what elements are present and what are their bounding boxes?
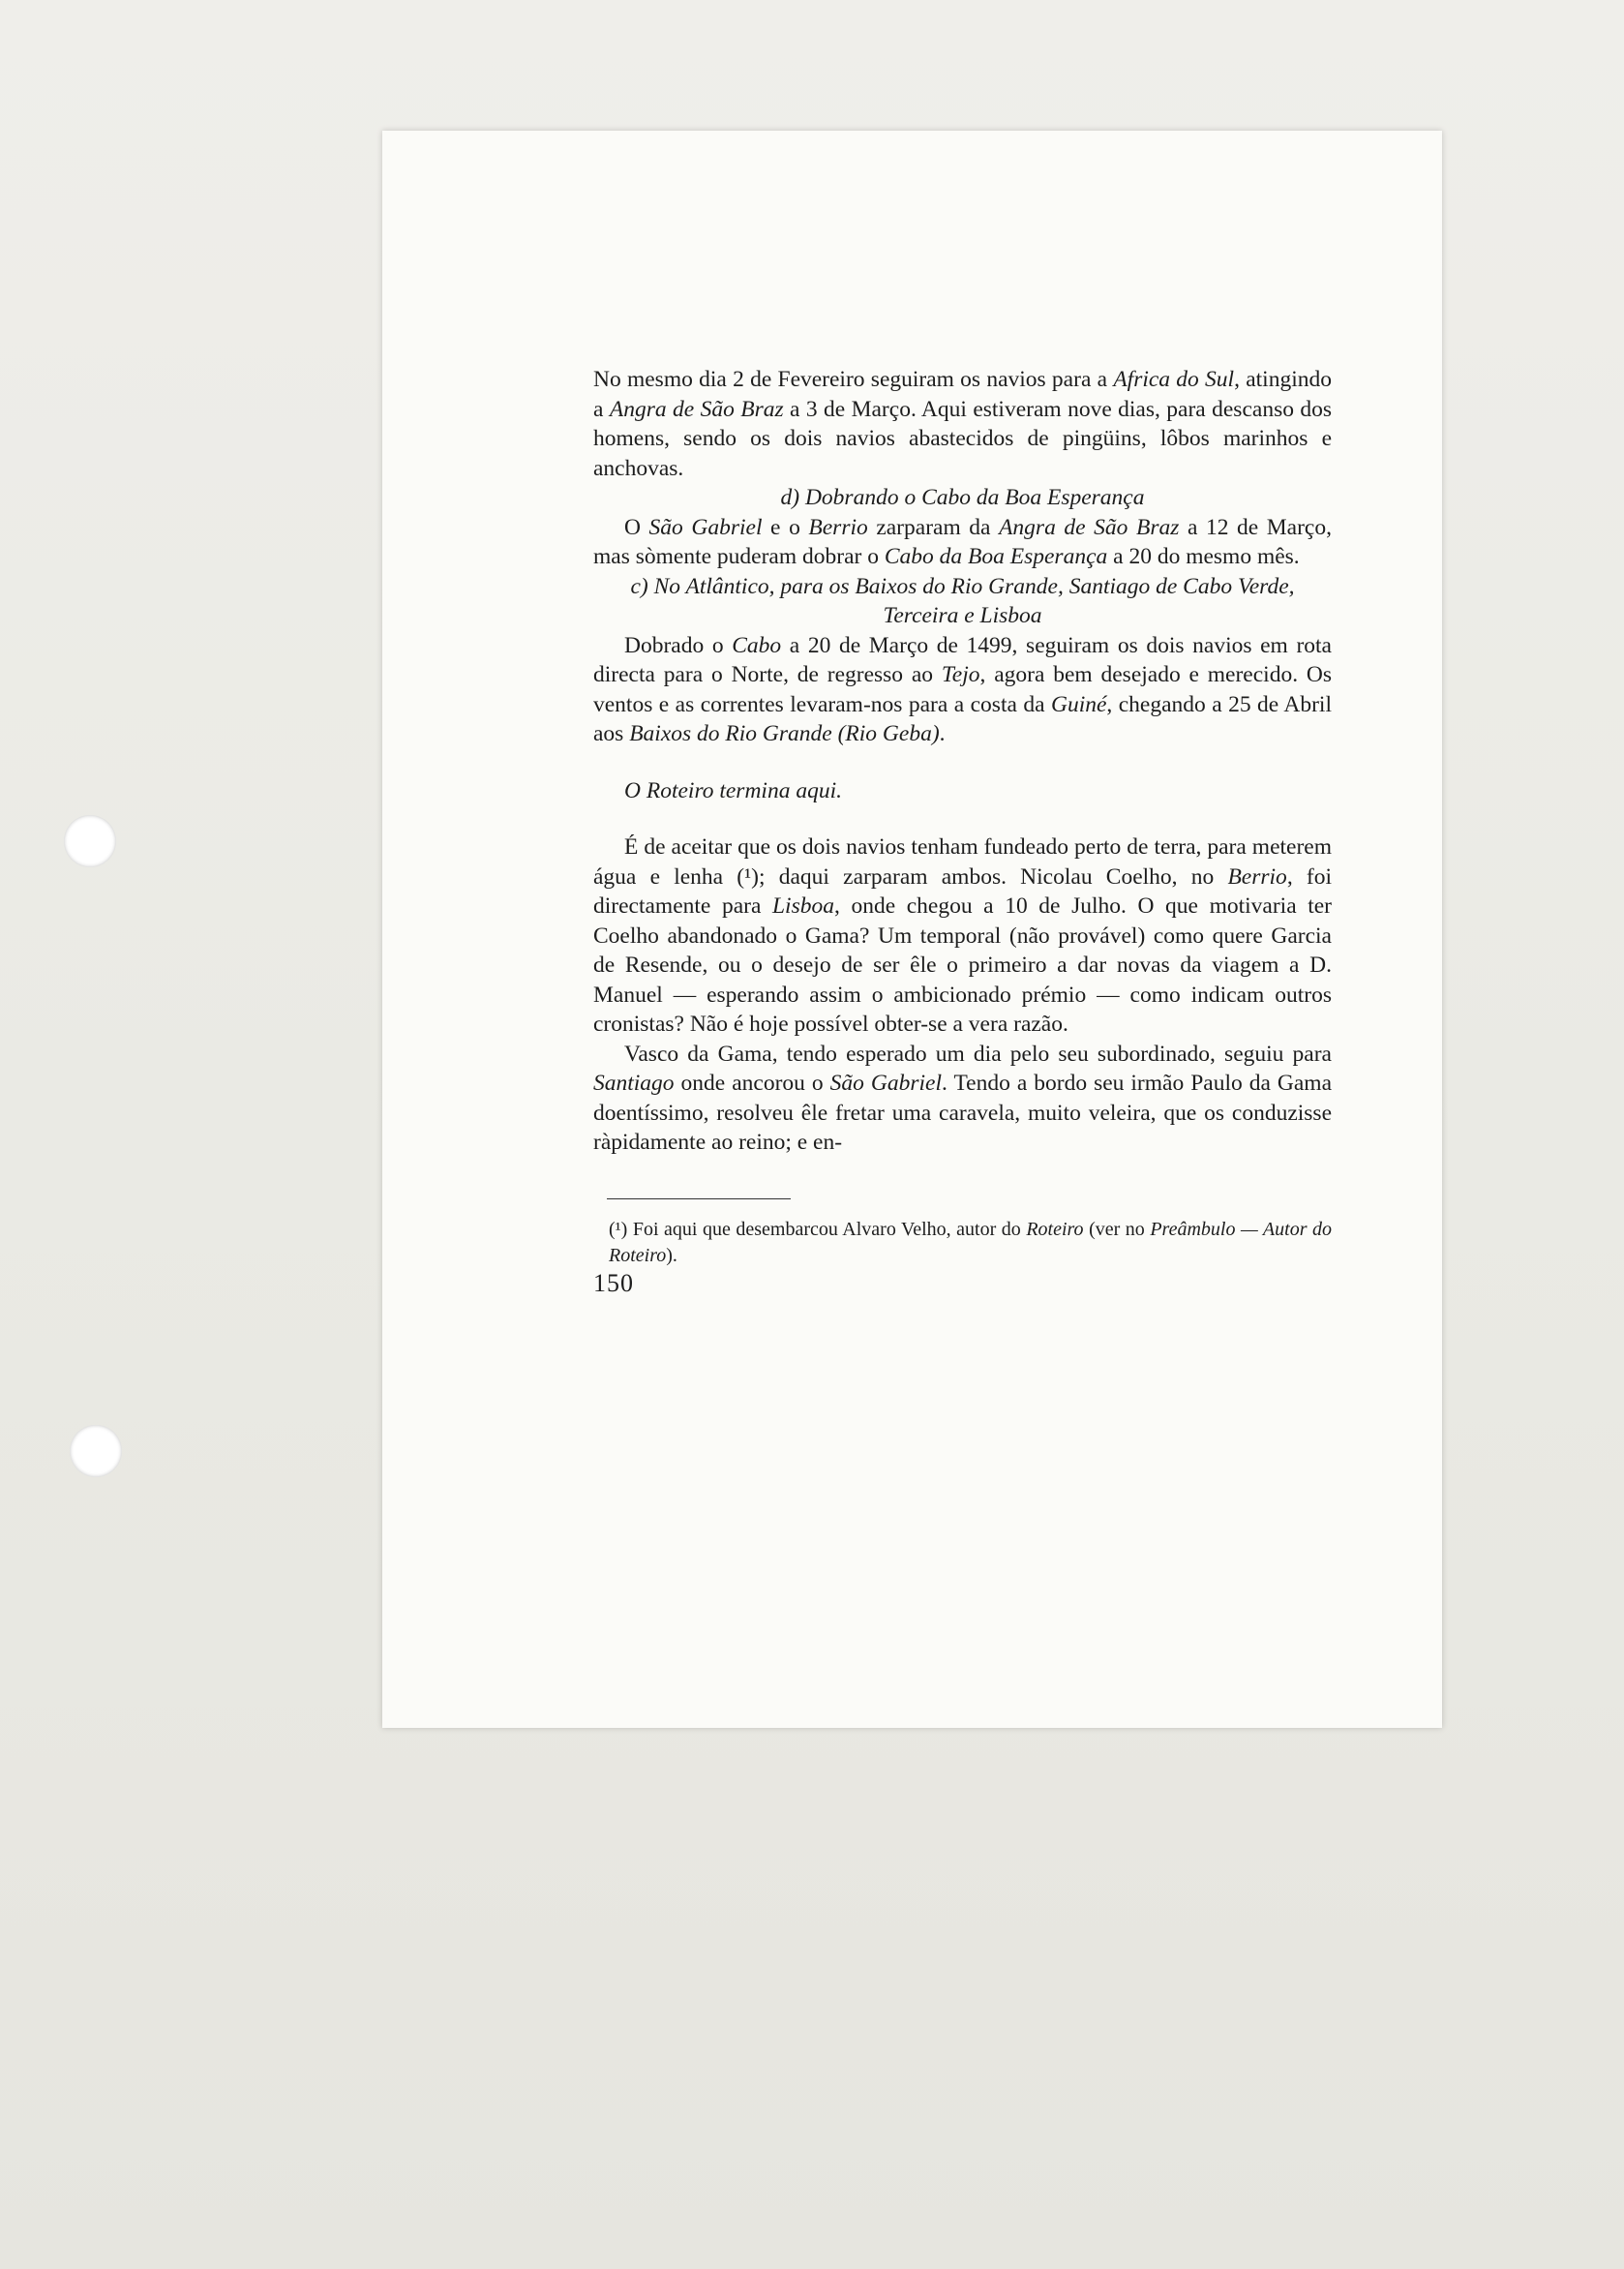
footnote-rule xyxy=(607,1198,791,1199)
italic-run: Baixos do Rio Grande (Rio Geba) xyxy=(629,721,940,746)
text-run: ); daqui zarparam ambos. Nicolau Coelho, no xyxy=(751,863,1228,890)
text-run: a 20 de Março de 1499, seguiram os dois navios em rota directa para o Norte, de regresso ao xyxy=(593,632,1332,687)
section-heading-d: d) Dobrando o Cabo da Boa Esperança xyxy=(780,485,1145,510)
text-run: a 20 do mesmo mês. xyxy=(1107,544,1300,569)
italic-run: Angra de São Braz xyxy=(609,396,784,422)
paragraph-5 xyxy=(593,832,1332,1040)
section-heading-c: c) No Atlântico, para os Baixos do Rio Grande, Santiago de Cabo Verde, Terceira e Lisboa xyxy=(630,573,1295,628)
text-run: ¹ xyxy=(744,863,752,890)
text-run: No mesmo dia 2 de Fevereiro seguiram os navios para a xyxy=(593,367,1114,392)
text-run: e o xyxy=(762,514,809,540)
punch-hole-bottom xyxy=(70,1425,122,1477)
text-run: a 3 de Março. Aqui estiveram nove dias, para descanso dos homens, sendo os dois navios abastecidos de pingüins, lôbos marinhos e anchovas. xyxy=(593,396,1333,481)
italic-run: Cabo xyxy=(732,632,782,658)
punch-hole-top xyxy=(64,815,116,867)
text-run: . Tendo a bordo seu irmão Paulo da Gama doentíssimo, resolveu êle fretar uma caravela, muito veleira, que os conduzisse ràpidamente ao reino; e en- xyxy=(593,1071,1333,1155)
text-run: zarparam da xyxy=(867,514,1000,540)
italic-run: Santiago xyxy=(593,1071,675,1096)
italic-run: Guiné xyxy=(1050,691,1107,717)
text-run: ). xyxy=(666,1244,677,1266)
text-run: onde ancorou o xyxy=(674,1071,830,1096)
text-run: , chegando a 25 de Abril aos xyxy=(593,691,1332,746)
paragraph-4: O Roteiro termina aqui. xyxy=(624,777,842,803)
text-run: (ver no xyxy=(1083,1218,1151,1240)
italic-run: Angra de São Braz xyxy=(999,514,1180,540)
italic-run: Roteiro xyxy=(1026,1218,1084,1240)
text-run: (¹) Foi aqui que desembarcou Alvaro Velho, autor do xyxy=(609,1218,1027,1240)
text-run: Dobrado o xyxy=(624,632,733,658)
page-text xyxy=(593,365,1332,1298)
text-run: É de aceitar que os dois navios tenham fundeado perto de terra, para meterem água e lenha ( xyxy=(593,834,1332,890)
page-number: 150 xyxy=(593,1268,634,1297)
text-run: a 12 de Março, mas sòmente puderam dobrar o xyxy=(593,514,1332,569)
italic-run: Lisboa xyxy=(771,893,834,919)
paragraph-2 xyxy=(593,513,1332,572)
italic-run: Preâmbulo — Autor do Roteiro xyxy=(609,1218,1332,1266)
italic-run: Tejo xyxy=(941,662,980,687)
document-page xyxy=(382,131,1442,1728)
italic-run: Africa do Sul xyxy=(1113,367,1235,392)
text-run: , onde chegou a 10 de Julho. O que motivaria ter Coelho abandonado o Gama? Um temporal (não provável) como quere Garcia de Resende, ou o desejo de ser êle o primeiro a dar novas da viagem a D. Manuel — esperando assim o ambicionado prémio — como indicam outros cronistas? Não é hoje possível obter-se a vera razão. xyxy=(593,893,1333,1037)
paragraph-3 xyxy=(593,631,1332,749)
footnote xyxy=(593,1217,1332,1269)
italic-run: São Gabriel xyxy=(829,1071,943,1096)
text-run: O xyxy=(624,514,649,540)
text-run: Vasco da Gama, tendo esperado um dia pelo seu subordinado, seguiu para xyxy=(624,1041,1332,1067)
text-run: , foi directamente para xyxy=(593,863,1332,919)
italic-run: Berrio xyxy=(1227,863,1287,890)
paragraph-1 xyxy=(593,365,1332,483)
text-run: , agora bem desejado e merecido. Os ventos e as correntes levaram-nos para a costa da xyxy=(593,662,1333,717)
text-run: , atingindo a xyxy=(593,367,1332,422)
italic-run: Cabo da Boa Esperança xyxy=(884,544,1108,569)
paragraph-6 xyxy=(593,1040,1332,1158)
italic-run: São Gabriel xyxy=(648,514,763,540)
text-run: . xyxy=(939,721,946,746)
italic-run: Berrio xyxy=(808,514,868,540)
